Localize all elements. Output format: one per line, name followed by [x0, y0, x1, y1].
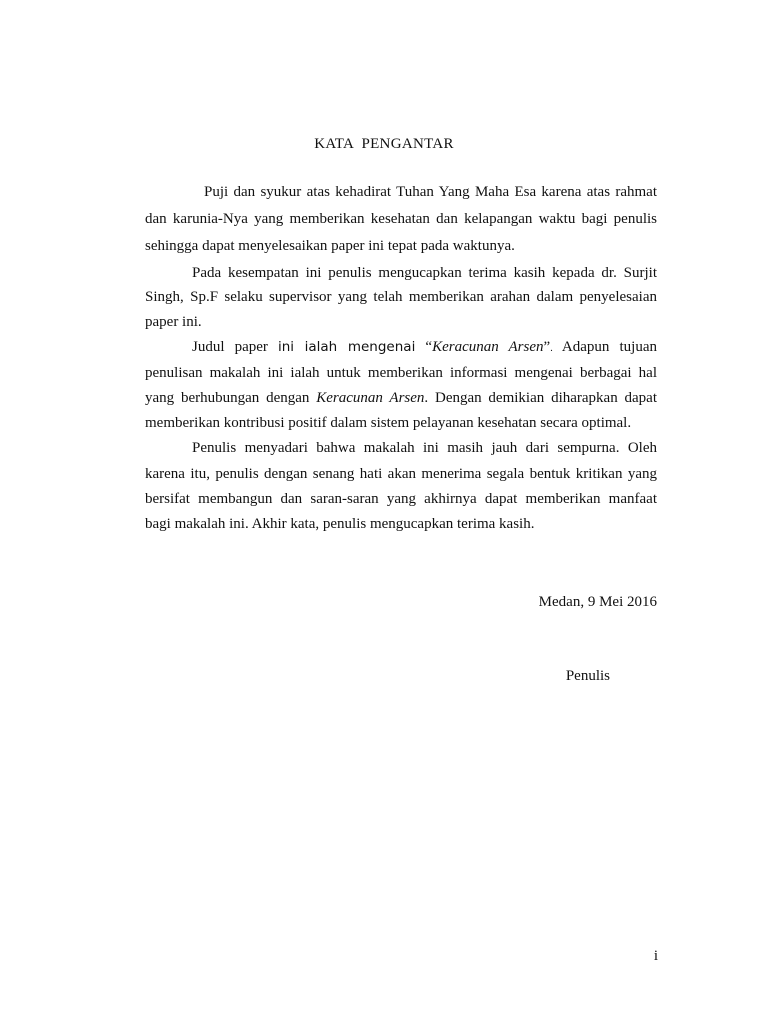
p3-l1-f: .	[550, 343, 553, 354]
p2-line-3: paper ini.	[145, 314, 202, 330]
p4-line-1: Penulis menyadari bahwa makalah ini masih jauh dari sempurna. Oleh	[192, 440, 657, 456]
page-title	[0, 136, 768, 153]
p3-line-1	[192, 335, 657, 359]
p2-line-1: Pada kesempatan ini penulis mengucapkan terima kasih kepada dr. Surjit	[192, 265, 657, 281]
p2-line-2: Singh, Sp.F selaku supervisor yang telah memberikan arahan dalam penyelesaian	[145, 289, 657, 305]
p4-line-2: karena itu, penulis dengan senang hati akan menerima segala bentuk kritikan yang	[145, 466, 657, 482]
p3-line-2: penulisan makalah ini ialah untuk memberikan informasi mengenai berbagai hal	[145, 365, 657, 381]
p3-line-3	[145, 386, 657, 410]
p4-line-3: bersifat membangun dan saran-saran yang akhirnya dapat memberikan manfaat	[145, 491, 657, 507]
p1-line-2: dan karunia-Nya yang memberikan kesehatan dan kelapangan waktu bagi penulis	[145, 211, 657, 227]
signer-label: Penulis	[565, 668, 610, 684]
p3-l3-a: yang berhubungan dengan	[145, 390, 317, 406]
p3-l3-c: . Dengan demikian diharapkan dapat	[424, 390, 657, 406]
p1-line-1: Puji dan syukur atas kehadirat Tuhan Yang Maha Esa karena atas rahmat	[204, 184, 657, 200]
page-number: i	[653, 948, 658, 964]
p3-l1-e: ”	[543, 339, 551, 355]
p3-l3-b: Keracunan Arsen	[316, 390, 425, 406]
p1-line-3: sehingga dapat menyelesaikan paper ini tepat pada waktunya.	[145, 238, 515, 254]
p3-l1-a: Judul paper	[192, 339, 278, 355]
p4-line-4: bagi makalah ini. Akhir kata, penulis mengucapkan terima kasih.	[145, 516, 535, 532]
p3-l1-d: Keracunan Arsen	[432, 339, 544, 355]
title-text: KATA PENGANTAR	[314, 136, 454, 152]
p3-line-4: memberikan kontribusi positif dalam sistem pelayanan kesehatan secara optimal.	[145, 415, 632, 431]
p3-l1-b: ini ialah mengenai	[277, 339, 416, 355]
p3-l1-c: “	[415, 339, 433, 355]
place-date: Medan, 9 Mei 2016	[538, 594, 657, 610]
p3-l1-g: Adapun tujuan	[552, 339, 657, 355]
